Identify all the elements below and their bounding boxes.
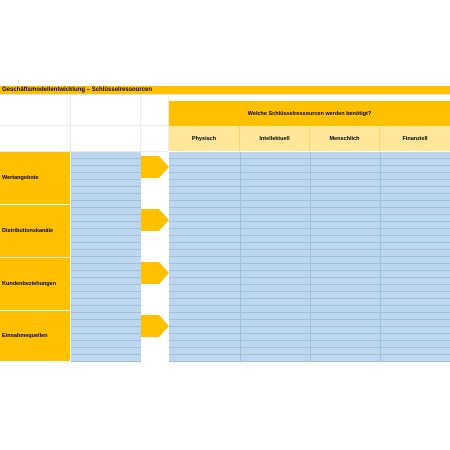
- row-label-kundenbeziehungen: Kundenbeziehungen: [0, 258, 70, 311]
- sheet-title: Geschäftsmodellentwicklung – Schlüsselressourcen: [0, 86, 450, 94]
- column-divider: [240, 152, 241, 362]
- row-label-wertangebote: Wertangebote: [0, 152, 70, 205]
- column-header-intellektuell: Intellektuell: [240, 126, 310, 151]
- row-label-distributionskanaele: Distributionskanäle: [0, 205, 70, 258]
- notes-input-column[interactable]: [71, 152, 141, 362]
- arrow-right-icon: [141, 209, 169, 231]
- empty-cell[interactable]: [0, 126, 71, 152]
- question-header: Welche Schlüsselressourcen werden benötigt?: [169, 101, 450, 126]
- column-divider: [310, 152, 311, 362]
- resource-worksheet: [0, 86, 450, 362]
- row-label-einnahmequellen: Einnahmequellen: [0, 311, 70, 362]
- column-divider: [380, 152, 381, 362]
- column-header-finanziell: Finanziell: [380, 126, 450, 151]
- column-header-menschlich: Menschlich: [310, 126, 380, 151]
- empty-cell[interactable]: [71, 95, 141, 126]
- empty-cell[interactable]: [0, 95, 71, 126]
- arrow-right-icon: [141, 315, 169, 337]
- arrow-right-icon: [141, 262, 169, 284]
- empty-cell[interactable]: [141, 126, 169, 152]
- empty-cell[interactable]: [71, 126, 141, 152]
- arrow-right-icon: [141, 156, 169, 178]
- column-header-physisch: Physisch: [169, 126, 240, 151]
- empty-cell[interactable]: [141, 95, 169, 126]
